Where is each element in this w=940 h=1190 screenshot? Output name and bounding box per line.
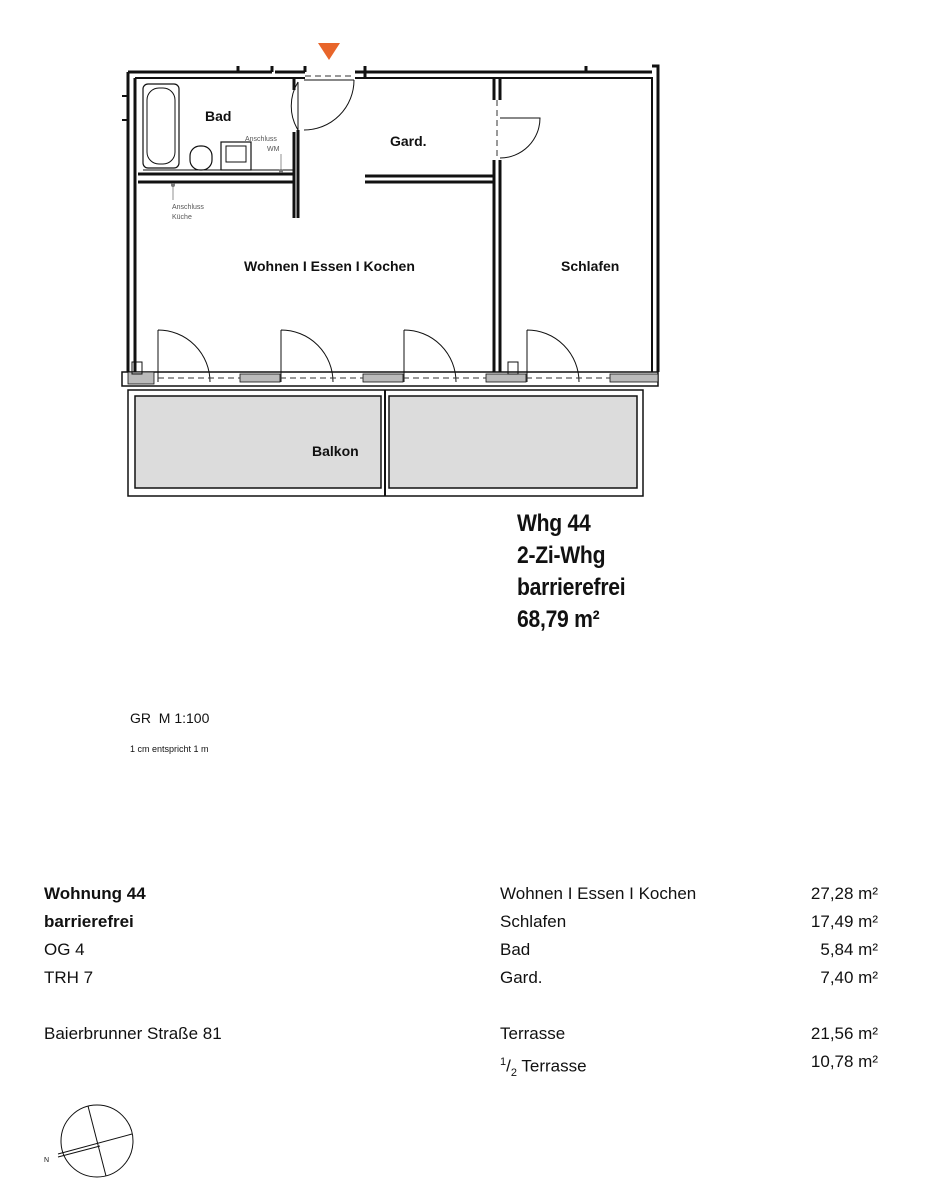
room-label-gard: Gard.: [390, 133, 427, 149]
area-value: 27,28 m²: [810, 884, 878, 903]
info-name: Wohnung 44: [44, 884, 146, 903]
annotation-wm: WM: [267, 146, 280, 153]
info-address: Baierbrunner Straße 81: [44, 1024, 222, 1043]
area-value: 10,78 m²: [810, 1052, 878, 1071]
area-table: [500, 880, 878, 1087]
area-row-half-terrace: [500, 1048, 878, 1087]
balcony: [128, 390, 643, 496]
north-arrow-icon: [40, 1100, 140, 1185]
room-label-bad: Bad: [205, 108, 232, 124]
interior-walls: [138, 78, 500, 372]
room-label-schlafen: Schlafen: [561, 258, 620, 274]
fraction-numerator: 1: [500, 1056, 507, 1068]
annotation-kueche: Küche: [172, 214, 192, 221]
area-row-terrace: [500, 1020, 878, 1048]
floor-plan: [0, 0, 940, 520]
apartment-info: [44, 880, 222, 1048]
summary-room-count: 2-Zi-Whg: [517, 542, 606, 569]
area-label: Gard.: [500, 968, 543, 987]
area-row: [500, 964, 878, 992]
summary-accessibility: barrierefrei: [517, 574, 626, 601]
facade: [122, 362, 658, 386]
room-label-wohnen: Wohnen I Essen I Kochen: [244, 258, 415, 274]
summary-total-area: 68,79 m²: [517, 606, 600, 633]
half-terrace-label: Terrasse: [521, 1056, 587, 1076]
area-value: 17,49 m²: [810, 912, 878, 931]
area-label: Terrasse: [500, 1024, 566, 1043]
room-label-balkon: Balkon: [312, 443, 359, 459]
info-accessibility: barrierefrei: [44, 912, 134, 931]
summary-apartment-number: Whg 44: [517, 510, 591, 537]
area-label: $^1/_2$ Terrasse: [500, 1056, 587, 1080]
bathtub-icon: [143, 84, 179, 168]
area-label: Bad: [500, 940, 531, 959]
annotation-anschluss-wm: Anschluss: [245, 136, 277, 143]
area-value: 21,56 m²: [810, 1024, 878, 1043]
compass-north-label: N: [44, 1157, 50, 1164]
entrance-marker-icon: [318, 43, 340, 60]
scale-title: GR M 1:100: [130, 710, 210, 726]
apartment-summary: [517, 508, 625, 636]
info-floor: OG 4: [44, 940, 85, 959]
annotation-anschluss-kueche: Anschluss: [172, 204, 204, 211]
area-label: Wohnen I Essen I Kochen: [500, 884, 697, 903]
area-label: Schlafen: [500, 912, 567, 931]
area-row: [500, 908, 878, 936]
toilet-icon: [190, 146, 212, 170]
scale-note: 1 cm entspricht 1 m: [130, 744, 209, 754]
area-value: 7,40 m²: [820, 968, 878, 987]
area-row: [500, 936, 878, 964]
area-value: 5,84 m²: [820, 940, 878, 959]
info-stair: TRH 7: [44, 968, 94, 987]
fraction-denominator: 2: [510, 1067, 517, 1080]
area-row: [500, 880, 878, 908]
outer-walls: [122, 66, 658, 372]
